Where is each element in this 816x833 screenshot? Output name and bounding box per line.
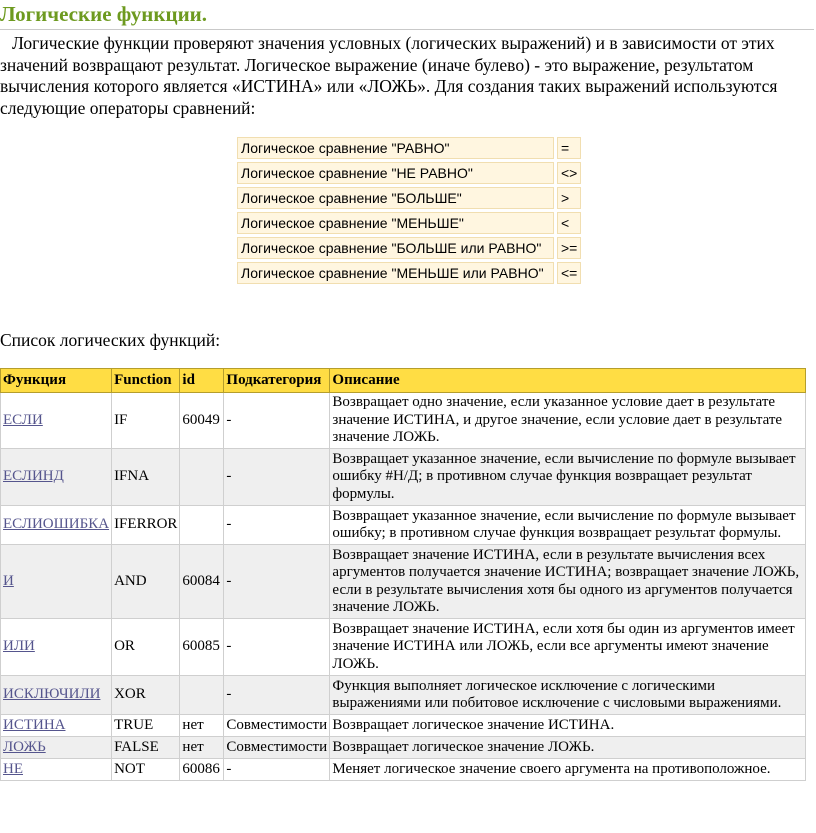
table-row: [1, 449, 806, 506]
function-en: FALSE: [112, 737, 180, 759]
function-subcategory: -: [224, 393, 330, 449]
function-link[interactable]: ЕСЛИНД: [3, 468, 64, 485]
function-id: 60049: [180, 393, 224, 449]
operator-symbol: <=: [557, 262, 581, 284]
operator-row: [237, 237, 581, 259]
function-description: Возвращает логическое значение ИСТИНА.: [330, 715, 806, 737]
table-row: [1, 676, 806, 715]
operator-row: [237, 212, 581, 234]
function-en: NOT: [112, 759, 180, 781]
function-en: OR: [112, 619, 180, 676]
operator-symbol: >: [557, 187, 581, 209]
operator-name: Логическое сравнение "МЕНЬШЕ": [237, 212, 554, 234]
function-link[interactable]: И: [3, 572, 14, 589]
function-link[interactable]: НЕ: [3, 760, 23, 777]
function-description: Возвращает указанное значение, если вычисление по формуле вызывает ошибку #Н/Д; в противном случае функция возвращает результат формулы.: [330, 449, 806, 506]
table-row: [1, 737, 806, 759]
function-id: нет: [180, 737, 224, 759]
function-subcategory: -: [224, 545, 330, 619]
function-en: TRUE: [112, 715, 180, 737]
function-id: 60084: [180, 545, 224, 619]
function-link[interactable]: ИСТИНА: [3, 716, 66, 733]
function-subcategory: -: [224, 759, 330, 781]
table-row: [1, 759, 806, 781]
operator-name: Логическое сравнение "БОЛЬШЕ или РАВНО": [237, 237, 554, 259]
function-description: Возвращает значение ИСТИНА, если в результате вычисления всех аргументов получается значение ИСТИНА; возвращает значение ЛОЖЬ, если в результате вычисления хотя бы одного из аргументов получается значение ЛОЖЬ.: [330, 545, 806, 619]
operator-symbol: <>: [557, 162, 581, 184]
operator-row: [237, 137, 581, 159]
operator-row: [237, 262, 581, 284]
function-description: Возвращает одно значение, если указанное условие дает в результате значение ИСТИНА, и другое значение, если условие дает в результате значение ЛОЖЬ.: [330, 393, 806, 449]
title-divider: [0, 29, 814, 30]
function-id: [180, 506, 224, 545]
function-subcategory: Совместимости: [224, 737, 330, 759]
header-id: id: [180, 369, 224, 393]
operator-row: [237, 187, 581, 209]
page-title: Логические функции.: [0, 2, 208, 26]
intro-paragraph: Логические функции проверяют значения условных (логических выражений) и в зависимости от этих значений возвращают результат. Логическое выражение (иначе булево) - это выражение, результатом вычисления которого является «ИСТИНА» или «ЛОЖЬ». Для создания таких выражений используются следующие операторы сравнений:: [0, 33, 778, 118]
table-row: [1, 715, 806, 737]
function-description: Меняет логическое значение своего аргумента на противоположное.: [330, 759, 806, 781]
header-description: Описание: [330, 369, 806, 393]
function-link[interactable]: ЕСЛИ: [3, 411, 43, 428]
function-description: Функция выполняет логическое исключение с логическими выражениями или побитовое исключение с числовыми выражениями.: [330, 676, 806, 715]
function-id: 60085: [180, 619, 224, 676]
operator-name: Логическое сравнение "РАВНО": [237, 137, 554, 159]
function-link[interactable]: ЛОЖЬ: [3, 738, 46, 755]
table-row: [1, 393, 806, 449]
function-id: [180, 449, 224, 506]
function-subcategory: -: [224, 619, 330, 676]
function-description: Возвращает логическое значение ЛОЖЬ.: [330, 737, 806, 759]
function-en: IFNA: [112, 449, 180, 506]
function-link[interactable]: ЕСЛИОШИБКА: [3, 516, 110, 533]
functions-table: [0, 368, 806, 781]
function-id: [180, 676, 224, 715]
operators-table: [234, 134, 584, 287]
function-subcategory: -: [224, 449, 330, 506]
table-row: [1, 506, 806, 545]
function-link[interactable]: ИСКЛЮЧИЛИ: [3, 686, 101, 703]
operator-name: Логическое сравнение "НЕ РАВНО": [237, 162, 554, 184]
function-subcategory: -: [224, 676, 330, 715]
operator-row: [237, 162, 581, 184]
function-en: XOR: [112, 676, 180, 715]
function-subcategory: -: [224, 506, 330, 545]
operator-symbol: <: [557, 212, 581, 234]
header-function: Function: [112, 369, 180, 393]
operator-name: Логическое сравнение "МЕНЬШЕ или РАВНО": [237, 262, 554, 284]
header-func: Функция: [1, 369, 112, 393]
function-subcategory: Совместимости: [224, 715, 330, 737]
function-en: IFERROR: [112, 506, 180, 545]
function-id: нет: [180, 715, 224, 737]
table-header-row: [1, 369, 806, 393]
table-row: [1, 619, 806, 676]
table-row: [1, 545, 806, 619]
header-subcategory: Подкатегория: [224, 369, 330, 393]
function-link[interactable]: ИЛИ: [3, 638, 35, 655]
function-description: Возвращает значение ИСТИНА, если хотя бы один из аргументов имеет значение ИСТИНА или ЛОЖЬ, если все аргументы имеют значение ЛОЖЬ.: [330, 619, 806, 676]
operator-name: Логическое сравнение "БОЛЬШЕ": [237, 187, 554, 209]
operator-symbol: =: [557, 137, 581, 159]
function-id: 60086: [180, 759, 224, 781]
operator-symbol: >=: [557, 237, 581, 259]
function-en: IF: [112, 393, 180, 449]
function-en: AND: [112, 545, 180, 619]
functions-list-heading: Список логических функций:: [0, 330, 221, 350]
function-description: Возвращает указанное значение, если вычисление по формуле вызывает ошибку; в противном случае функция возвращает результат формулы.: [330, 506, 806, 545]
